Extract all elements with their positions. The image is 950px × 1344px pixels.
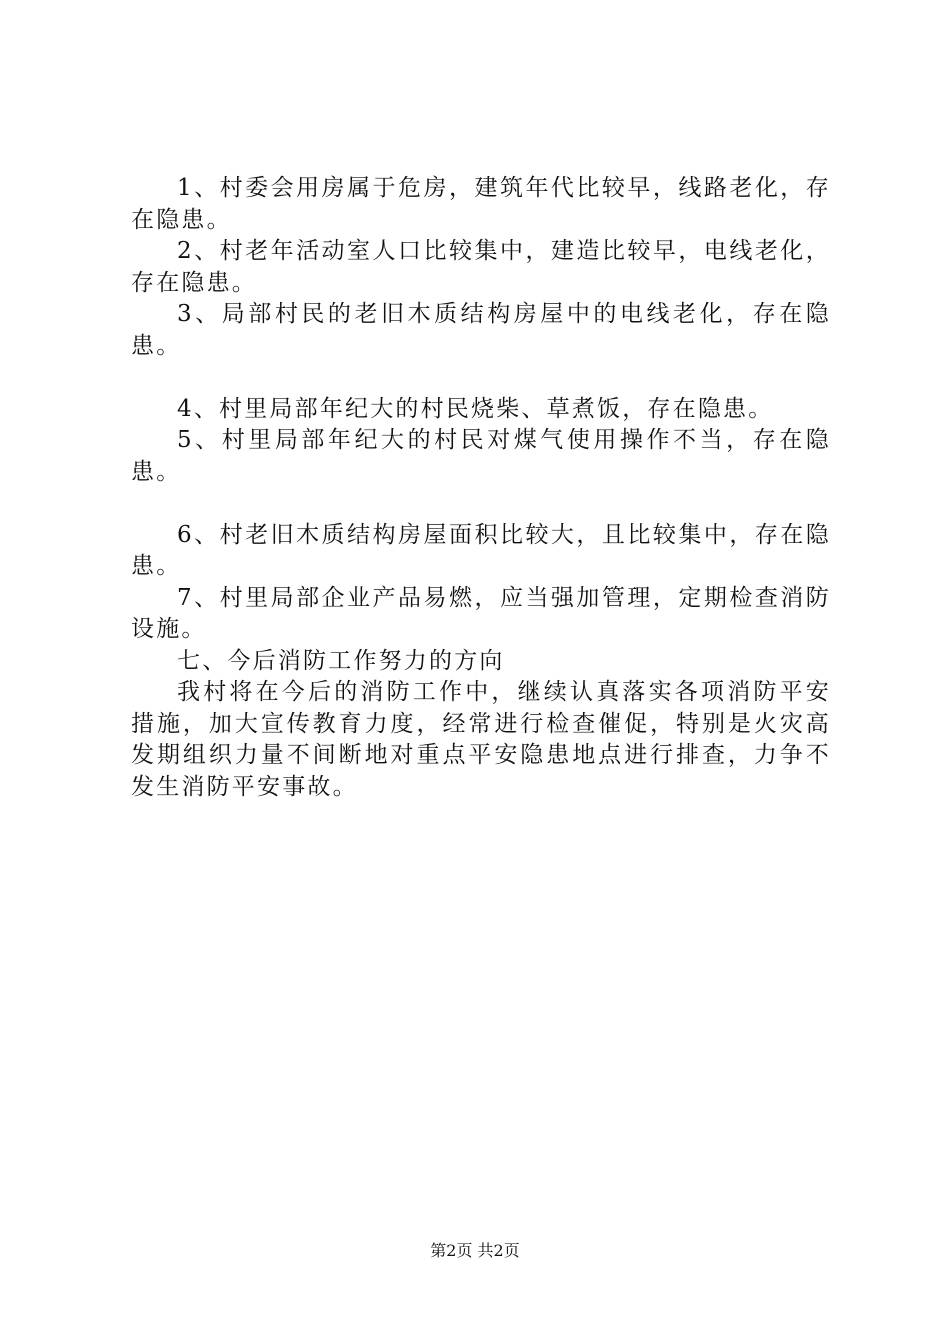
list-item: 5、村里局部年纪大的村民对煤气使用操作不当，存在隐患。 bbox=[131, 427, 831, 485]
list-item: 6、村老旧木质结构房屋面积比较大，且比较集中，存在隐患。 bbox=[131, 521, 831, 579]
list-item: 3、局部村民的老旧木质结构房屋中的电线老化，存在隐患。 bbox=[131, 301, 831, 359]
list-item: 1、村委会用房属于危房，建筑年代比较早，线路老化，存在隐患。 bbox=[131, 175, 831, 233]
document-body bbox=[131, 173, 831, 803]
list-item: 7、村里局部企业产品易燃，应当强加管理，定期检查消防设施。 bbox=[131, 584, 831, 642]
closing-paragraph: 我村将在今后的消防工作中，继续认真落实各项消防平安措施，加大宣传教育力度，经常进行检查催促，特别是火灾高发期组织力量不间断地对重点平安隐患地点进行排查，力争不发生消防平安事故。 bbox=[131, 679, 831, 800]
paragraph-spacer bbox=[131, 488, 831, 520]
list-item: 2、村老年活动室人口比较集中，建造比较早，电线老化，存在隐患。 bbox=[131, 238, 831, 296]
paragraph-spacer bbox=[131, 362, 831, 394]
section-heading: 七、今后消防工作努力的方向 bbox=[177, 647, 505, 674]
page-footer: 第2页 共2页 bbox=[430, 1241, 520, 1260]
list-item: 4、村里局部年纪大的村民烧柴、草煮饭，存在隐患。 bbox=[177, 395, 774, 422]
